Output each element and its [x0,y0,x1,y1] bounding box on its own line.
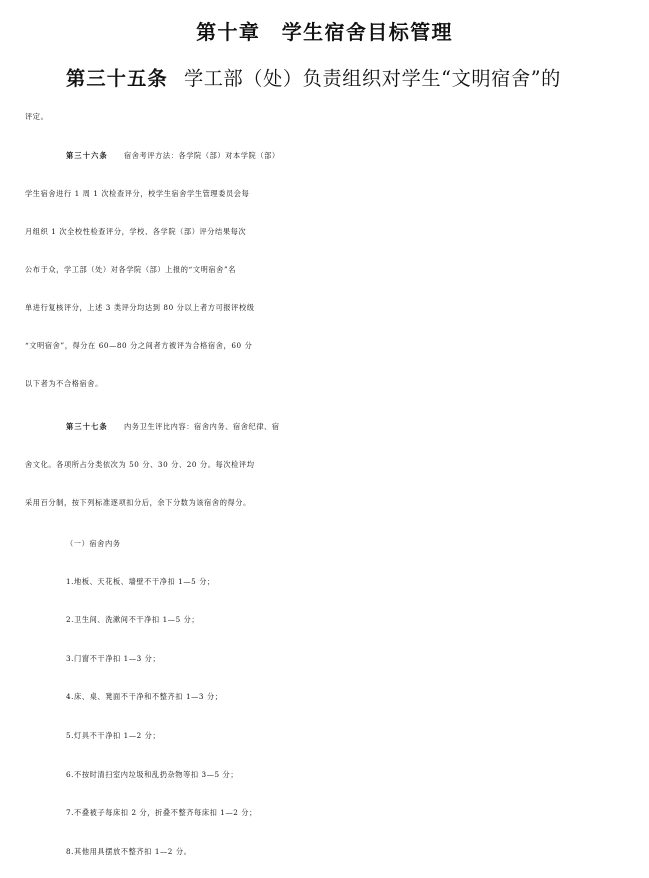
article-37-line-1 [25,408,649,446]
list-item: 1.地板、天花板、墙壁不干净扣 1—5 分； [66,577,215,586]
article-36-line-6: “文明宿舍”，得分在 60—80 分之间者方被评为合格宿舍，60 分 [25,341,253,350]
list-item: 4.床、桌、凳面不干净和不整齐扣 1—3 分； [66,692,223,701]
article-35-line-1 [25,60,623,98]
article-36-label: 第三十六条 [66,151,108,160]
list-item: 7.不叠被子每床扣 2 分，折叠不整齐每床扣 1—2 分； [66,808,257,817]
article-36-text-1: 宿舍考评方法：各学院（部）对本学院（部） [123,151,280,160]
article-37-text-1: 内务卫生评比内容：宿舍内务、宿舍纪律、宿 [123,422,280,431]
list-item: 2.卫生间、洗漱间不干净扣 1—5 分； [66,615,200,624]
article-36-line-2: 学生宿舍进行 1 周 1 次检查评分，校学生宿舍学生管理委员会每 [25,189,250,198]
list-item: 6.不按时清扫室内垃圾和乱扔杂物等扣 3—5 分； [66,770,239,779]
article-36-line-5: 单进行复核评分，上述 3 类评分均达到 80 分以上者方可报评校级 [25,303,255,312]
section-heading: （一）宿舍内务 [66,539,121,548]
list-item: 8.其他用具摆放不整齐扣 1—2 分。 [66,847,192,856]
article-35-line-2: 评定。 [25,112,49,121]
article-36-line-7: 以下者为不合格宿舍。 [25,379,103,388]
article-36-line-4: 公布于众，学工部（处）对各学院（部）上报的“文明宿舍”名 [25,265,237,274]
article-35-text-1: 学工部（处）负责组织对学生“文明宿舍”的 [183,67,561,90]
list-item: 5.灯具不干净扣 1—2 分； [66,731,161,740]
article-36-line-1 [25,137,649,175]
article-36-line-3: 月组织 1 次全校性检查评分，学校、各学院（部）评分结果每次 [25,227,247,236]
article-37-line-3: 采用百分制，按下列标准逐项扣分后，余下分数为该宿舍的得分。 [25,498,251,507]
chapter-title: 第十章 学生宿舍目标管理 [196,20,453,44]
article-37-label: 第三十七条 [66,422,108,431]
article-37-line-2: 舍文化。各项所占分类依次为 50 分、30 分、20 分。每次检评均 [25,460,255,469]
article-35-label: 第三十五条 [66,67,168,90]
list-item: 3.门窗不干净扣 1—3 分； [66,654,161,663]
